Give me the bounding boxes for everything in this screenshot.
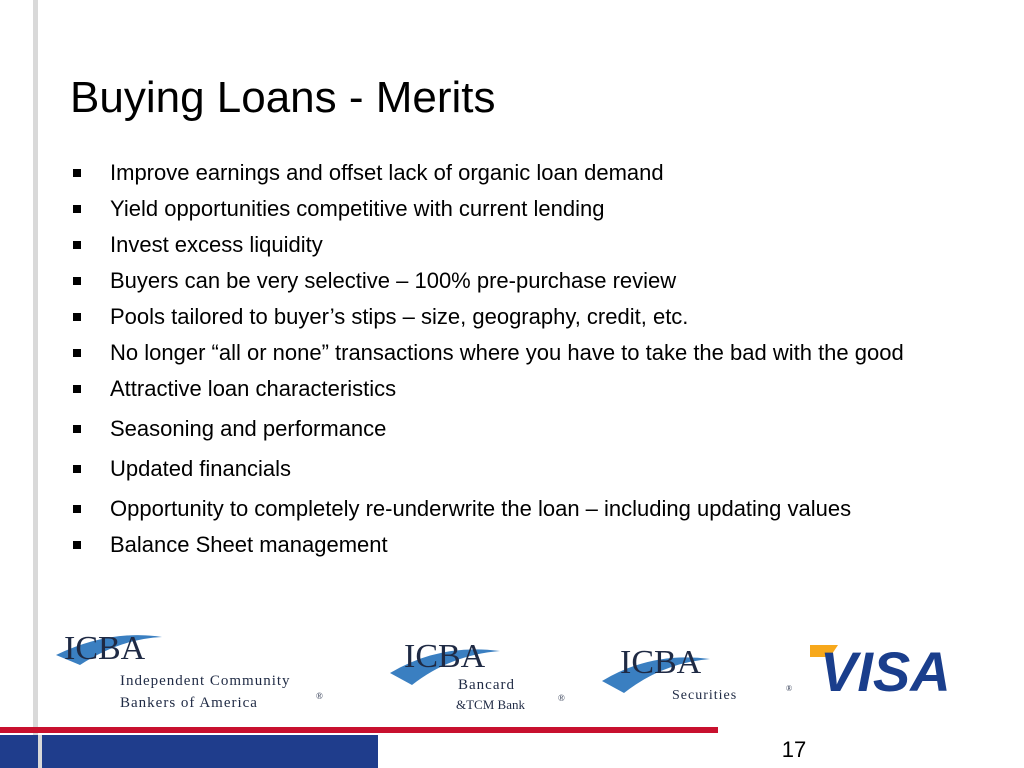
bullet-square-icon (73, 205, 81, 213)
bullet-text: Improve earnings and offset lack of organic loan demand (110, 160, 664, 185)
bullet-square-icon (73, 465, 81, 473)
bullet-item (72, 268, 992, 294)
bullet-text: Opportunity to completely re-underwrite the loan – including updating values (110, 496, 852, 521)
icba-logo-graphic (50, 615, 376, 711)
icba-wordmark: ICBA (64, 630, 146, 667)
bullet-text: Seasoning and performance (110, 416, 387, 441)
icba-securities-logo (602, 625, 794, 705)
bullet-item (72, 340, 992, 366)
bullet-square-icon (73, 425, 81, 433)
footer-blue-bar (0, 735, 378, 768)
bullet-text: Buyers can be very selective – 100% pre-purchase review (110, 268, 677, 293)
bullet-square-icon (73, 505, 81, 513)
bullet-square-icon (73, 541, 81, 549)
bullet-square-icon (73, 169, 81, 177)
icba-bancard-logo-graphic (390, 615, 580, 715)
bullet-text: Pools tailored to buyer’s stips – size, geography, credit, etc. (110, 304, 689, 329)
bullet-item (72, 160, 992, 186)
bullet-item (72, 304, 992, 330)
bullet-item (72, 456, 992, 482)
bancard-wordmark: ICBA (404, 638, 486, 675)
registered-mark: ® (558, 693, 565, 703)
footer-red-bar (0, 727, 718, 733)
registered-mark: ® (316, 691, 323, 701)
slide-title: Buying Loans - Merits (70, 73, 496, 122)
bullet-square-icon (73, 313, 81, 321)
bullet-square-icon (73, 385, 81, 393)
bullet-item (72, 416, 992, 442)
bullet-text: Yield opportunities competitive with current lending (110, 196, 605, 221)
registered-mark: ® (786, 684, 793, 693)
bullet-text: No longer “all or none” transactions where you have to take the bad with the good (110, 340, 904, 365)
icba-line1: Independent Community (120, 673, 291, 689)
bancard-line1: Bancard (458, 677, 515, 693)
bullet-text: Attractive loan characteristics (110, 376, 397, 401)
footer-rule-segment (38, 735, 42, 768)
bullet-item (72, 376, 992, 402)
bullet-square-icon (73, 349, 81, 357)
bullet-text: Balance Sheet management (110, 532, 388, 557)
bullet-list (72, 160, 992, 568)
visa-logo-graphic (810, 637, 974, 697)
icba-logo (50, 615, 376, 711)
visa-wordmark: VISA (820, 640, 951, 697)
bullet-item (72, 532, 992, 558)
securities-wordmark: ICBA (620, 644, 702, 681)
bullet-square-icon (73, 277, 81, 285)
bullet-item (72, 232, 992, 258)
bullet-square-icon (73, 241, 81, 249)
bullet-text: Invest excess liquidity (110, 232, 323, 257)
page-number: 17 (781, 737, 807, 762)
icba-securities-logo-graphic (602, 625, 794, 705)
bullet-text: Updated financials (110, 456, 292, 481)
sponsor-logo-row (50, 615, 980, 715)
bullet-item (72, 196, 992, 222)
left-decorative-rule (33, 0, 38, 768)
bancard-line2: &TCM Bank (456, 697, 525, 712)
bullet-item (72, 496, 992, 522)
icba-bancard-logo (390, 615, 580, 715)
visa-logo (810, 637, 974, 697)
securities-line1: Securities (672, 688, 738, 703)
icba-line2: Bankers of America (120, 695, 258, 711)
